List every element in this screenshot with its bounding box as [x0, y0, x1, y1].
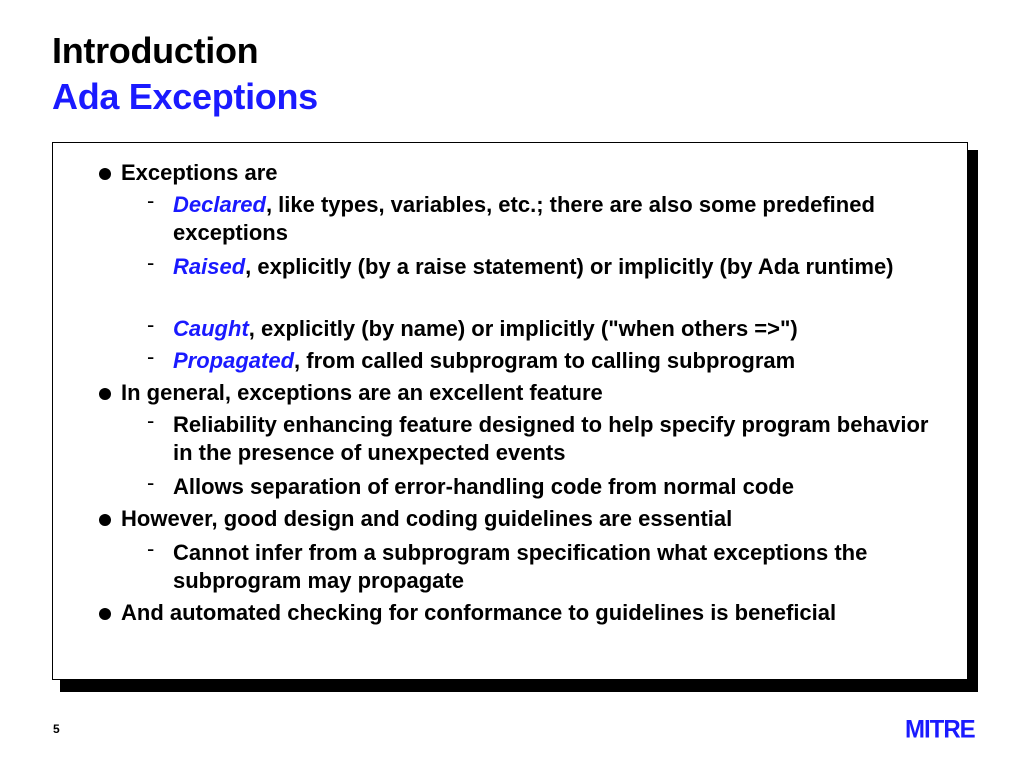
bullet-text: In general, exceptions are an excellent feature	[121, 380, 603, 405]
bullet-dot-icon	[99, 168, 111, 180]
slide-subtitle: Ada Exceptions	[52, 76, 318, 117]
dash-icon: -	[147, 250, 155, 275]
sub-bullet-item	[147, 250, 953, 281]
dash-icon: -	[147, 312, 155, 337]
bullet-text: However, good design and coding guidelines are essential	[121, 506, 733, 531]
sub-bullet-item	[147, 470, 953, 501]
mitre-logo: MITRE	[905, 715, 975, 744]
sub-bullet-item	[147, 536, 953, 595]
bullet-dot-icon	[99, 388, 111, 400]
bullet-item	[121, 159, 951, 187]
sub-bullet-emphasis: Propagated	[173, 348, 295, 373]
sub-bullet-item	[147, 408, 953, 467]
sub-bullet-text: Reliability enhancing feature designed to help specify program behavior in the presence of unexpected events	[173, 412, 929, 465]
sub-bullet-text: Cannot infer from a subprogram specification what exceptions the subprogram may propagate	[173, 540, 868, 593]
dash-icon: -	[147, 536, 155, 561]
sub-bullet-text: , explicitly (by a raise statement) or implicitly (by Ada runtime)	[245, 254, 894, 279]
dash-icon: -	[147, 408, 155, 433]
bullet-dot-icon	[99, 608, 111, 620]
content-box	[52, 142, 968, 680]
sub-bullet-emphasis: Caught	[173, 316, 249, 341]
sub-bullet-text: , explicitly (by name) or implicitly ("when others =>")	[248, 316, 798, 341]
sub-bullet-text: , like types, variables, etc.; there are also some predefined exceptions	[173, 192, 875, 245]
bullet-dot-icon	[99, 514, 111, 526]
bullet-text: And automated checking for conformance to guidelines is beneficial	[121, 600, 837, 625]
sub-bullet-item	[147, 344, 953, 375]
sub-bullet-item	[147, 188, 953, 247]
sub-bullet-item	[147, 312, 953, 343]
slide-title: Introduction	[52, 30, 259, 71]
dash-icon: -	[147, 470, 155, 495]
bullet-item	[121, 505, 951, 533]
page-number: 5	[53, 722, 60, 736]
bullet-item	[121, 379, 951, 407]
dash-icon: -	[147, 344, 155, 369]
dash-icon: -	[147, 188, 155, 213]
sub-bullet-text: , from called subprogram to calling subprogram	[294, 348, 796, 373]
sub-bullet-text: Allows separation of error-handling code from normal code	[173, 474, 794, 499]
bullet-item	[121, 599, 951, 627]
bullet-text: Exceptions are	[121, 160, 278, 185]
sub-bullet-emphasis: Raised	[173, 254, 246, 279]
sub-bullet-emphasis: Declared	[173, 192, 266, 217]
